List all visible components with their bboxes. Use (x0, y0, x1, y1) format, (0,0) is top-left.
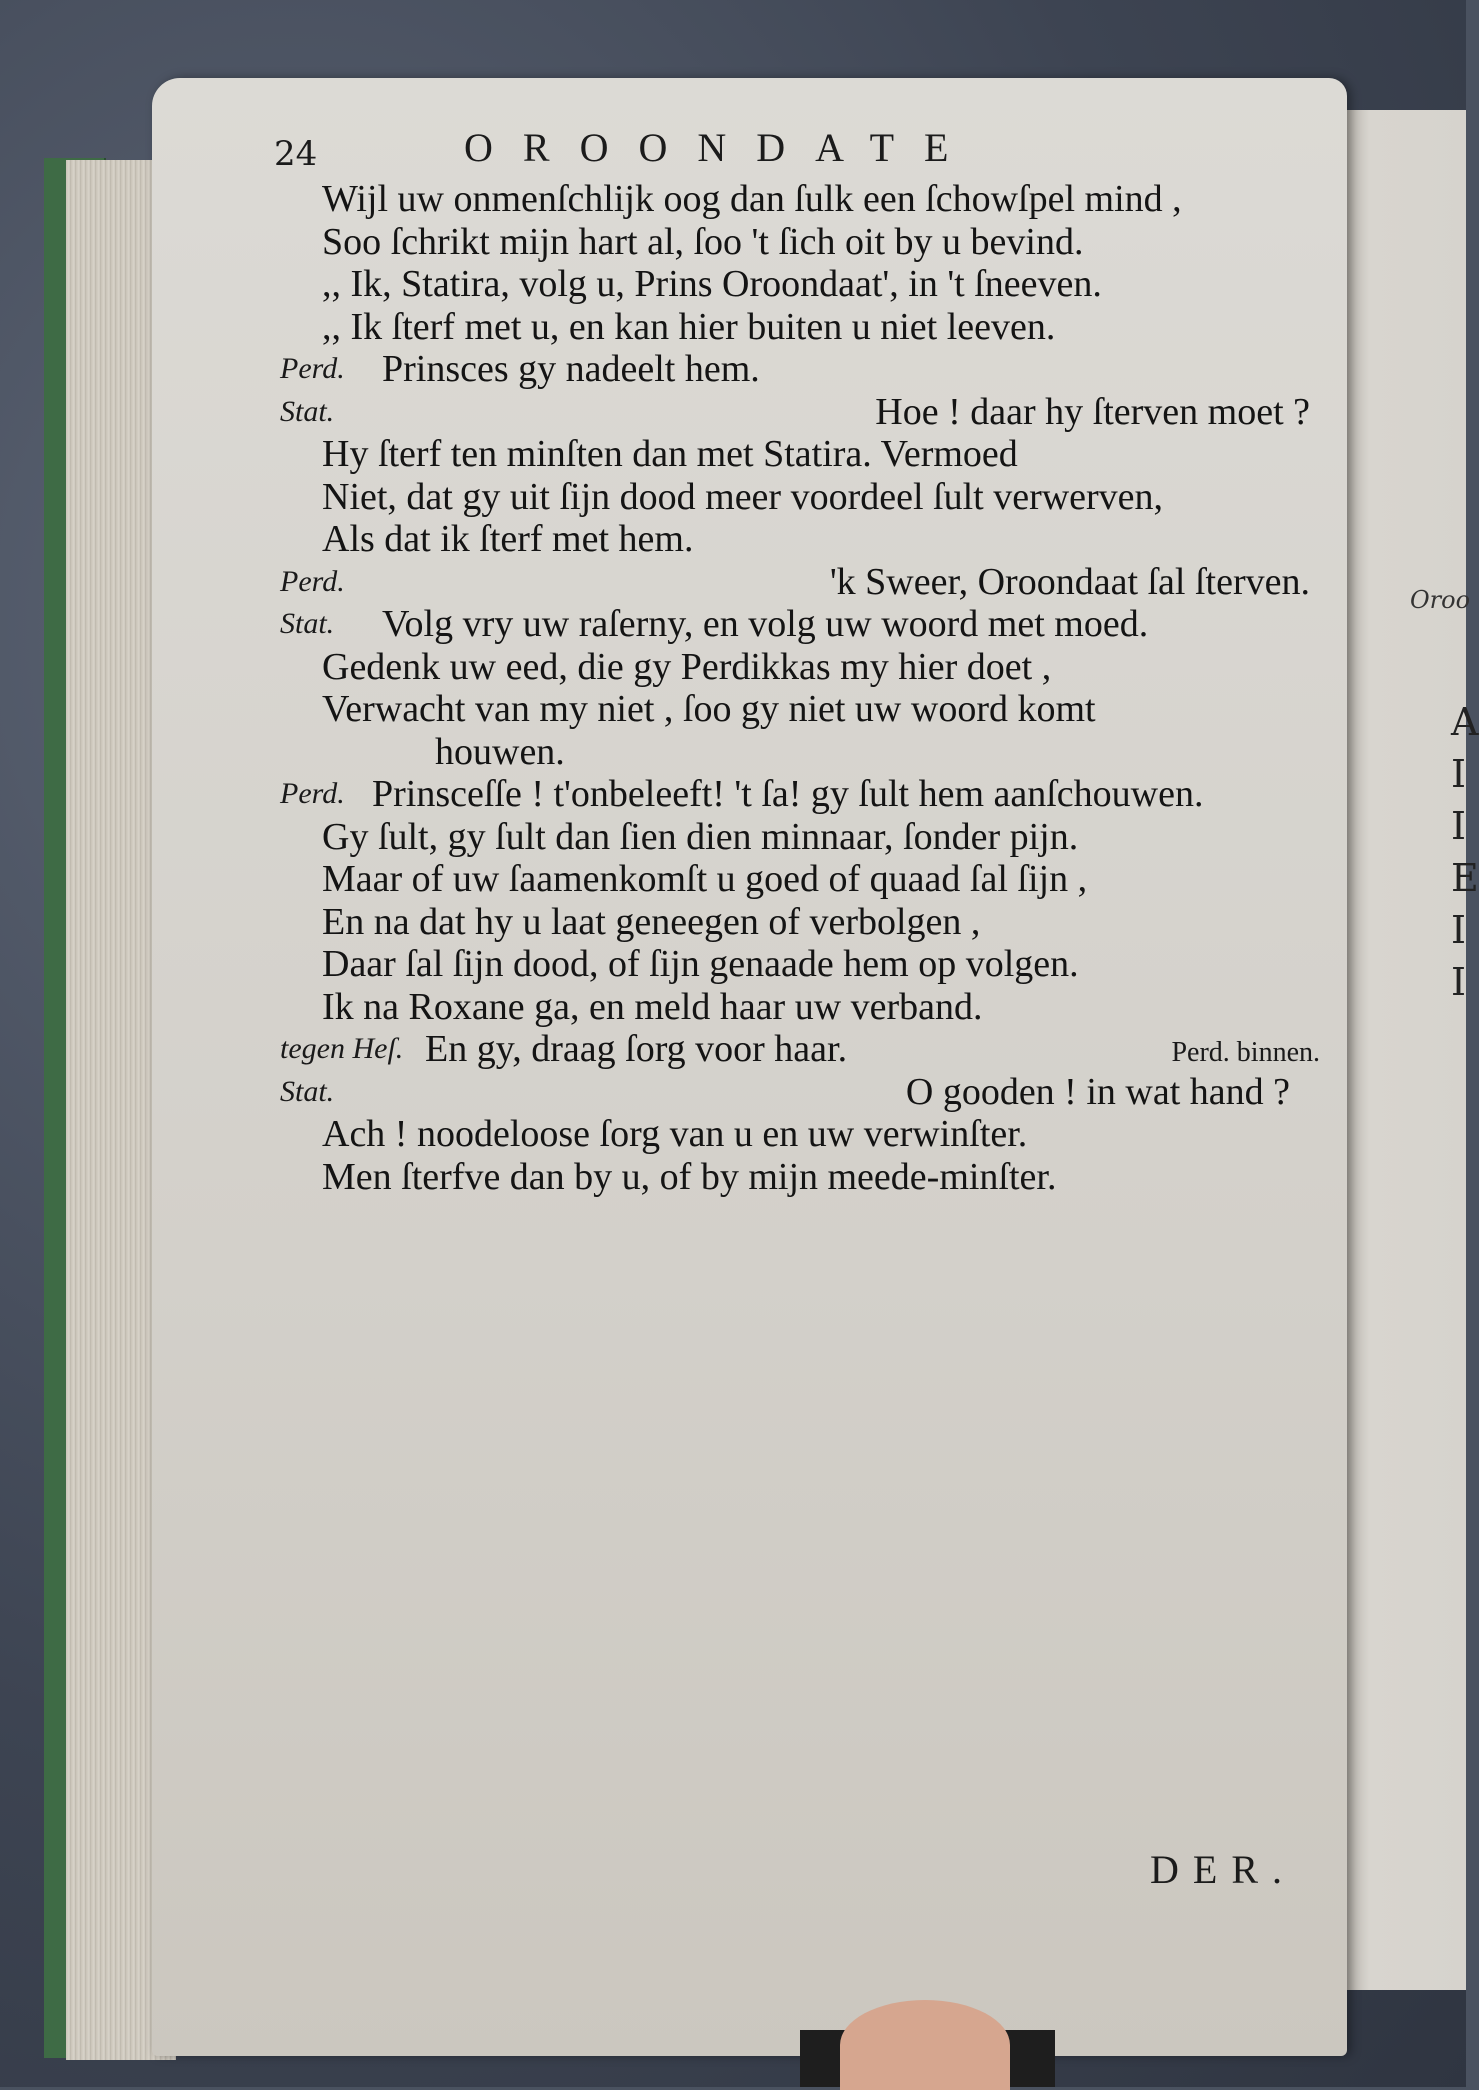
verse-line (280, 1028, 1320, 1071)
verse-line (280, 773, 1320, 816)
verse-text: Gedenk uw eed, die gy Perdikkas my hier doet , (322, 645, 1052, 688)
verse-line (280, 221, 1320, 264)
verse-text: Niet, dat gy uit ſijn dood meer voordeel ſult verwerven, (322, 475, 1164, 518)
facing-initial: I (1451, 804, 1467, 848)
verse-text: En na dat hy u laat geneegen of verbolgen , (322, 900, 981, 943)
verse-line (280, 901, 1320, 944)
verse-text: Prinsces gy nadeelt hem. (382, 348, 760, 390)
verse-text: ,, Ik ſterf met u, en kan hier buiten u niet leeven. (322, 305, 1056, 348)
play-text (280, 178, 1320, 1198)
verse-text: houwen. (435, 730, 565, 773)
verse-text: Prinsceſſe ! t'onbeleeft! 't ſa! gy ſult hem aanſchouwen. (372, 773, 1204, 815)
facing-page-initials (1451, 696, 1479, 1008)
verse-text: Ik na Roxane ga, en meld haar uw verband. (322, 985, 983, 1028)
verse-text: ,, Ik, Statira, volg u, Prins Oroondaat', in 't ſneeven. (322, 263, 1102, 305)
facing-initial: I (1451, 908, 1467, 952)
speaker-label: tegen Heſ. (280, 1032, 404, 1065)
verse-line (280, 178, 1320, 221)
verse-line (280, 603, 1320, 646)
verse-line (280, 348, 1320, 391)
facing-initial: A (1451, 700, 1479, 744)
running-title: OROONDATE (464, 125, 979, 170)
verse-line (280, 858, 1320, 901)
verse-line (280, 1156, 1320, 1199)
facing-page-margin-word: Oroo (1410, 586, 1471, 614)
verse-text: Als dat ik ſterf met hem. (322, 518, 694, 560)
verse-text: En gy, draag ſorg voor haar. (425, 1028, 848, 1070)
catchword: DER. (1150, 1847, 1296, 1892)
verse-line (280, 476, 1320, 519)
verse-text: Hy ſterf ten minſten dan met Statira. Vermoed (322, 433, 1018, 475)
stage-direction: Perd. binnen. (1171, 1037, 1320, 1068)
facing-page (1337, 110, 1479, 1990)
thumb-holding-page (800, 2030, 1055, 2087)
verse-text: Verwacht van my niet , ſoo gy niet uw woord komt (322, 688, 1096, 730)
verse-text: 'k Sweer, Oroondaat ſal ſterven. (829, 560, 1310, 603)
facing-initial: I (1451, 960, 1467, 1004)
verse-line (280, 518, 1320, 561)
verse-line (280, 943, 1320, 986)
facing-initial: I (1451, 752, 1467, 796)
verse-line (280, 816, 1320, 859)
facing-initial: E (1451, 856, 1479, 900)
verse-text: Daar ſal ſijn dood, of ſijn genaade hem op volgen. (322, 943, 1079, 985)
verse-line (280, 561, 1320, 604)
verse-line (280, 731, 1320, 774)
verse-text: Gy ſult, gy ſult dan ſien dien minnaar, ſonder pijn. (322, 815, 1079, 858)
verse-line (280, 1071, 1320, 1114)
speaker-label: Perd. (280, 777, 345, 810)
page-number: 24 (274, 134, 318, 174)
verse-line (280, 986, 1320, 1029)
verse-text: O gooden ! in wat hand ? (905, 1070, 1290, 1113)
verse-text: Ach ! noodeloose ſorg van u en uw verwinſter. (322, 1113, 1028, 1155)
speaker-label: Perd. (280, 564, 345, 598)
verse-text: Maar of uw ſaamenkomſt u goed of quaad ſal ſijn , (322, 858, 1088, 900)
verse-text: Volg vry uw raſerny, en volg uw woord met moed. (382, 603, 1149, 645)
verse-text: Soo ſchrikt mijn hart al, ſoo 't ſich oit by u bevind. (322, 220, 1084, 263)
speaker-label: Stat. (280, 607, 335, 640)
verse-line (280, 433, 1320, 476)
verse-text: Men ſterfve dan by u, of by mijn meede-minſter. (322, 1155, 1057, 1198)
speaker-label: Stat. (280, 394, 335, 428)
verse-text: Hoe ! daar hy ſterven moet ? (875, 390, 1310, 433)
verse-line (280, 646, 1320, 689)
verse-line (280, 391, 1320, 434)
verse-line (280, 688, 1320, 731)
speaker-label: Perd. (280, 352, 345, 385)
verse-line (280, 1113, 1320, 1156)
speaker-label: Stat. (280, 1074, 335, 1108)
verse-text: Wijl uw onmenſchlijk oog dan ſulk een ſchowſpel mind , (322, 178, 1182, 220)
running-head (274, 120, 1154, 174)
verse-line (280, 263, 1320, 306)
verse-line (280, 306, 1320, 349)
